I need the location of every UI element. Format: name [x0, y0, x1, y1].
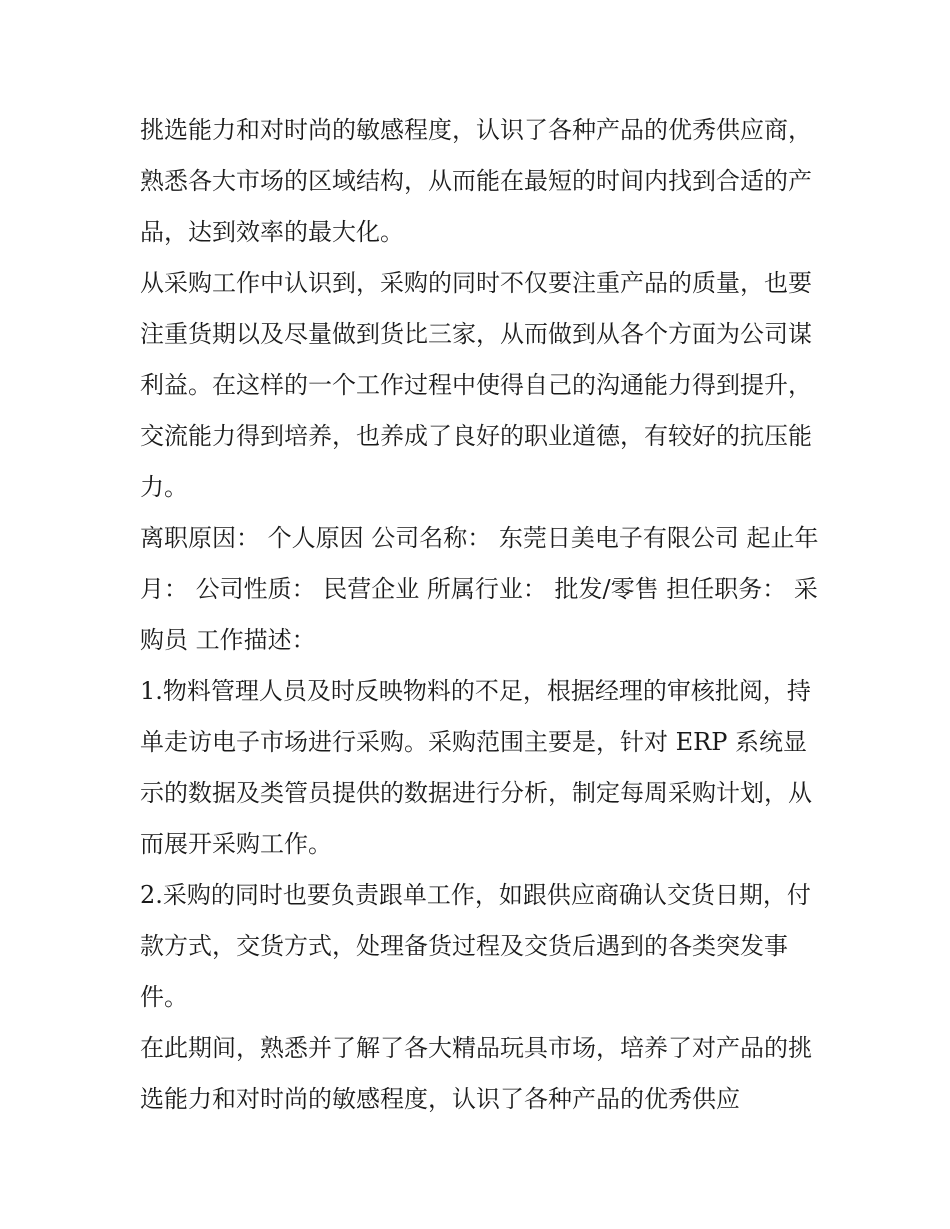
paragraph-5: 2.采购的同时也要负责跟单工作，如跟供应商确认交货日期，付款方式，交货方式，处理备货过程及交货后遇到的各类突发事件。: [140, 881, 811, 1011]
paragraph-2: 从采购工作中认识到，采购的同时不仅要注重产品的质量，也要注重货期以及尽量做到货比三家，从而做到从各个方面为公司谋利益。在这样的一个工作过程中使得自己的沟通能力得到提升，交流能力得到培养，也养成了良好的职业道德，有较好的抗压能力。: [140, 269, 812, 501]
paragraph-1: 挑选能力和对时尚的敏感程度，认识了各种产品的优秀供应商，熟悉各大市场的区域结构，从而能在最短的时间内找到合适的产品，达到效率的最大化。: [140, 116, 812, 246]
document-body: [140, 105, 820, 1125]
paragraph-6: 在此期间，熟悉并了解了各大精品玩具市场，培养了对产品的挑选能力和对时尚的敏感程度，认识了各种产品的优秀供应: [140, 1034, 812, 1113]
paragraph-3: 离职原因： 个人原因 公司名称： 东莞日美电子有限公司 起止年月： 公司性质： 民营企业 所属行业： 批发/零售 担任职务： 采购员 工作描述：: [140, 524, 819, 654]
paragraph-4: 1.物料管理人员及时反映物料的不足，根据经理的审核批阅，持单走访电子市场进行采购。采购范围主要是，针对 ERP 系统显示的数据及类管员提供的数据进行分析，制定每周采购计划，从而展开采购工作。: [140, 677, 812, 858]
